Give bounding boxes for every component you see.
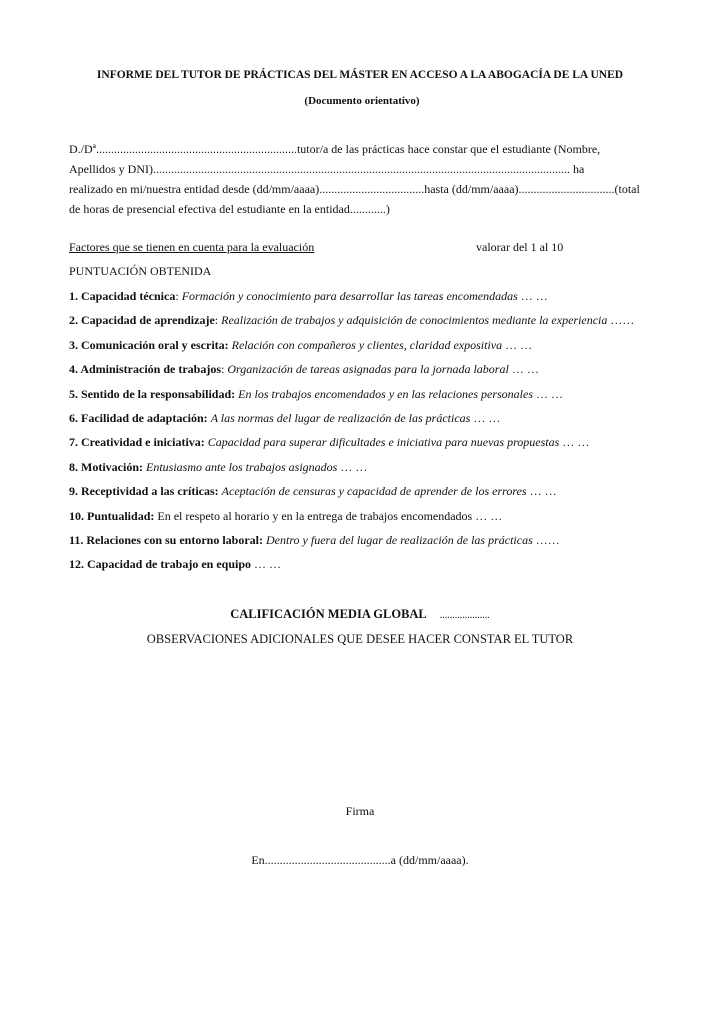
criterion-score-dots: … … [533, 386, 564, 401]
criterion-description: Dentro y fuera del lugar de realización de las prácticas [266, 533, 533, 547]
criterion-description: Capacidad para superar dificultades e iniciativa para nuevas propuestas [207, 435, 560, 450]
criterion-label: 4. Administración de trabajos [69, 362, 222, 377]
signature-label: Firma [345, 804, 375, 818]
document-subtitle: (Documento orientativo) [304, 95, 420, 107]
rating-scale: valorar del 1 al 10 [476, 240, 564, 254]
average-dots: .................... [439, 610, 490, 621]
criterion-description: Entusiasmo ante los trabajos asignados [146, 459, 338, 474]
criterion-row [69, 461, 367, 473]
criterion-description: A las normas del lugar de realización de las prácticas [210, 411, 471, 425]
criterion-label: 1. Capacidad técnica [69, 289, 176, 303]
criterion-row [69, 339, 532, 351]
criterion-label: 9. Receptividad a las críticas: [69, 484, 219, 499]
criterion-row [69, 510, 502, 522]
criterion-description: Relación con compañeros y clientes, claridad expositiva [231, 337, 503, 352]
criterion-label: 5. Sentido de la responsabilidad: [69, 386, 236, 401]
criterion-label: 3. Comunicación oral y escrita: [69, 337, 229, 352]
criterion-score-dots: … … [517, 289, 548, 303]
observations-heading: OBSERVACIONES ADICIONALES QUE DESEE HACER CONSTAR EL TUTOR [146, 632, 574, 646]
average-label: CALIFICACIÓN MEDIA GLOBAL [230, 607, 427, 621]
criterion-description: En el respeto al horario y en la entrega de trabajos encomendados [157, 508, 473, 523]
intro-paragraph [69, 139, 649, 219]
intro-line: de horas de presencial efectiva del estudiante en la entidad............) [69, 202, 390, 216]
criterion-separator: : [214, 313, 222, 328]
criterion-label: 11. Relaciones con su entorno laboral: [69, 533, 263, 547]
factors-heading: Factores que se tienen en cuenta para la evaluación [69, 240, 315, 254]
criterion-score-dots: … … [502, 337, 533, 352]
criterion-row [69, 558, 281, 570]
average-row [0, 608, 720, 621]
criterion-label: 7. Creatividad e iniciativa: [69, 435, 205, 450]
intro-line: D./Dª...................................................................tutor/a de las prácticas hace constar que el estudiante (Nombre, [69, 142, 601, 156]
document-title: INFORME DEL TUTOR DE PRÁCTICAS DEL MÁSTER EN ACCESO A LA ABOGACÍA DE LA UNED [96, 69, 624, 81]
criterion-row [69, 314, 634, 326]
criterion-score-dots: … … [337, 459, 368, 474]
criterion-description: Organización de tareas asignadas para la jornada laboral [227, 362, 509, 377]
criterion-score-dots: … … [472, 508, 503, 523]
criterion-label: 8. Motivación: [69, 459, 143, 474]
criterion-description: Realización de trabajos y adquisición de conocimientos mediante la experiencia [221, 313, 608, 328]
criterion-score-dots: … … [251, 557, 282, 572]
criterion-score-dots: … … [526, 484, 557, 499]
criterion-score-dots: … … [508, 362, 539, 377]
criterion-row [69, 485, 557, 497]
criterion-row [69, 436, 589, 448]
criterion-row [69, 363, 539, 375]
criterion-label: 2. Capacidad de aprendizaje [69, 313, 215, 328]
place-date-line: En..........................................a (dd/mm/aaaa). [251, 853, 469, 867]
criterion-row [69, 290, 548, 302]
criterion-label: 12. Capacidad de trabajo en equipo [69, 557, 252, 572]
criterion-separator: : [221, 362, 228, 377]
intro-line: realizado en mi/nuestra entidad desde (dd/mm/aaaa)...................................hasta (dd/mm/aaaa)................................(total [69, 182, 640, 196]
criterion-score-dots: … … [470, 411, 501, 425]
criterion-score-dots: … … [559, 435, 590, 450]
criterion-row [69, 534, 560, 546]
criterion-description: En los trabajos encomendados y en las relaciones personales [238, 386, 534, 401]
intro-line: Apellidos y DNI)........................................................................................................................................... ha [69, 162, 585, 176]
criterion-description: Aceptación de censuras y capacidad de aprender de los errores [221, 484, 527, 499]
score-label: PUNTUACIÓN OBTENIDA [69, 264, 212, 278]
criterion-label: 10. Puntualidad: [69, 508, 155, 523]
criterion-score-dots: …… [532, 533, 560, 547]
criterion-label: 6. Facilidad de adaptación: [69, 411, 208, 425]
criterion-separator: : [175, 289, 182, 303]
criterion-row [69, 388, 563, 400]
criterion-description: Formación y conocimiento para desarrollar las tareas encomendadas [181, 289, 518, 303]
criterion-row [69, 412, 500, 424]
criterion-score-dots: …… [607, 313, 635, 328]
